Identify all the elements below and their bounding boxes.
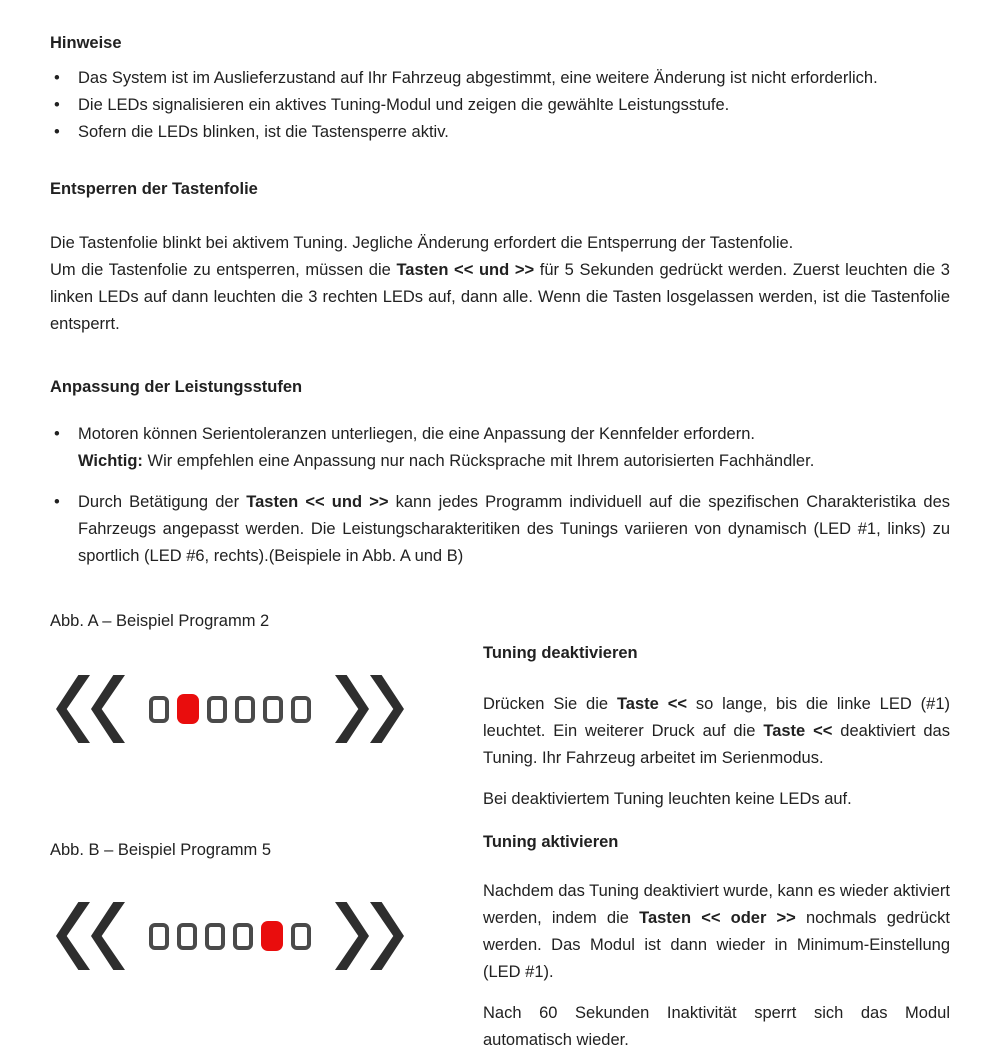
list-item-text: Die LEDs signalisieren ein aktives Tuning-Modul und zeigen die gewählte Leistungsstufe.: [78, 96, 730, 114]
section-title-deaktivieren: Tuning deaktivieren: [483, 644, 638, 662]
text-run: Drücken Sie die: [483, 695, 617, 713]
paragraph-aktivieren: [483, 878, 950, 986]
text-run-bold: Taste <<: [616, 695, 687, 713]
paragraph-aktivieren-note: Nach 60 Sekunden Inaktivität sperrt sich das Modul automatisch wieder.: [483, 1004, 950, 1049]
figure-a-caption: Abb. A – Beispiel Programm 2: [50, 612, 270, 630]
led-indicator-off: [149, 696, 169, 723]
list-item: [50, 489, 950, 570]
paragraph-line: Motoren können Serientoleranzen unterliegen, die eine Anpassung der Kennfelder erfordern.: [78, 425, 755, 443]
chevron-left-icon: [56, 675, 125, 743]
text-run: Wir empfehlen eine Anpassung nur nach Rücksprache mit Ihrem autorisierten Fachhändler.: [142, 452, 815, 470]
led-indicator-off: [207, 696, 227, 723]
bullet-icon: •: [54, 425, 60, 443]
led-indicator-off: [263, 696, 283, 723]
list-item: [50, 119, 950, 146]
text-run: deaktiviert das Tuning. Ihr Fahrzeug arbeitet im Serienmodus.: [483, 722, 950, 767]
section-entsperren: [50, 176, 950, 338]
chevron-right-icon: [335, 902, 404, 970]
section-anpassung: [50, 374, 950, 570]
text-run: für 5 Sekunden gedrückt werden. Zuerst leuchten die 3 linken LEDs auf dann leuchten die 3 rechten LEDs auf, dann alle. Wenn die Tasten losgelassen werden, ist die Tastenfolie entsperrt.: [50, 261, 950, 333]
figure-b-led-display: [56, 902, 483, 970]
text-run-bold: Wichtig:: [78, 452, 143, 470]
list-item: [50, 65, 950, 92]
hinweise-list: [50, 65, 950, 146]
paragraph-line: Die Tastenfolie blinkt bei aktivem Tuning. Jegliche Änderung erfordert die Entsperrung der Tastenfolie.: [50, 234, 794, 252]
figures-column: [50, 608, 483, 1054]
section-title-entsperren: Entsperren der Tastenfolie: [50, 180, 258, 198]
text-run-bold: Tasten << und >>: [246, 493, 389, 511]
paragraph-deaktivieren-note: Bei deaktiviertem Tuning leuchten keine LEDs auf.: [483, 790, 852, 808]
text-run: nochmals gedrückt werden. Das Modul ist dann wieder in Minimum-Einstellung (LED #1).: [483, 909, 950, 981]
led-strip: [149, 921, 311, 951]
paragraph-line: [78, 448, 950, 475]
list-item-text: Sofern die LEDs blinken, ist die Tastensperre aktiv.: [78, 123, 449, 141]
led-indicator-off: [291, 923, 311, 950]
section-title-aktivieren: Tuning aktivieren: [483, 833, 619, 851]
bullet-icon: •: [54, 96, 60, 114]
list-item-text: [78, 489, 950, 570]
instructions-column: [483, 608, 950, 1054]
led-strip: [149, 694, 311, 724]
section-hinweise: [50, 30, 950, 146]
text-run-bold: Taste <<: [763, 722, 833, 740]
figures-and-instructions: [50, 608, 950, 1054]
list-item: [50, 92, 950, 119]
chevron-right-icon: [335, 675, 404, 743]
text-run: Nachdem das Tuning deaktiviert wurde, kann es wieder aktiviert werden, indem die: [483, 882, 950, 927]
chevron-left-icon: [56, 902, 125, 970]
paragraph-text: [50, 257, 950, 338]
led-indicator-off: [291, 696, 311, 723]
list-item-text: [78, 421, 950, 475]
text-run: so lange, bis die linke LED (#1) leuchtet. Ein weiterer Druck auf die: [483, 695, 951, 740]
led-indicator-on: [177, 694, 199, 724]
figure-b-caption: Abb. B – Beispiel Programm 5: [50, 841, 272, 859]
text-run: Um die Tastenfolie zu entsperren, müssen die: [50, 261, 397, 279]
bullet-icon: •: [54, 123, 60, 141]
led-indicator-off: [149, 923, 169, 950]
list-item: [50, 421, 950, 475]
figure-a-led-display: [56, 675, 483, 743]
section-title-hinweise: Hinweise: [50, 34, 122, 52]
led-indicator-off: [235, 696, 255, 723]
text-run-bold: Tasten << oder >>: [639, 909, 796, 927]
bullet-icon: •: [54, 493, 60, 511]
paragraph-entsperren: [50, 230, 950, 338]
section-title-anpassung: Anpassung der Leistungsstufen: [50, 378, 303, 396]
text-run: Durch Betätigung der: [78, 493, 247, 511]
anpassung-list: [50, 421, 950, 570]
bullet-icon: •: [54, 69, 60, 87]
led-indicator-off: [177, 923, 197, 950]
led-indicator-on: [261, 921, 283, 951]
led-indicator-off: [205, 923, 225, 950]
list-item-text: Das System ist im Auslieferzustand auf Ihr Fahrzeug abgestimmt, eine weitere Änderung ist nicht erforderlich.: [78, 69, 878, 87]
text-run-bold: Tasten << und >>: [396, 261, 535, 279]
led-indicator-off: [233, 923, 253, 950]
text-run: kann jedes Programm individuell auf die spezifischen Charakteristika des Fahrzeugs angepasst werden. Die Leistungscharakteritiken des Tunings variieren von dynamisch (LED #1, links) zu sportlich (LED #6, rechts).(Beispiele in Abb. A und B): [78, 493, 950, 565]
paragraph-deaktivieren: [483, 691, 950, 772]
